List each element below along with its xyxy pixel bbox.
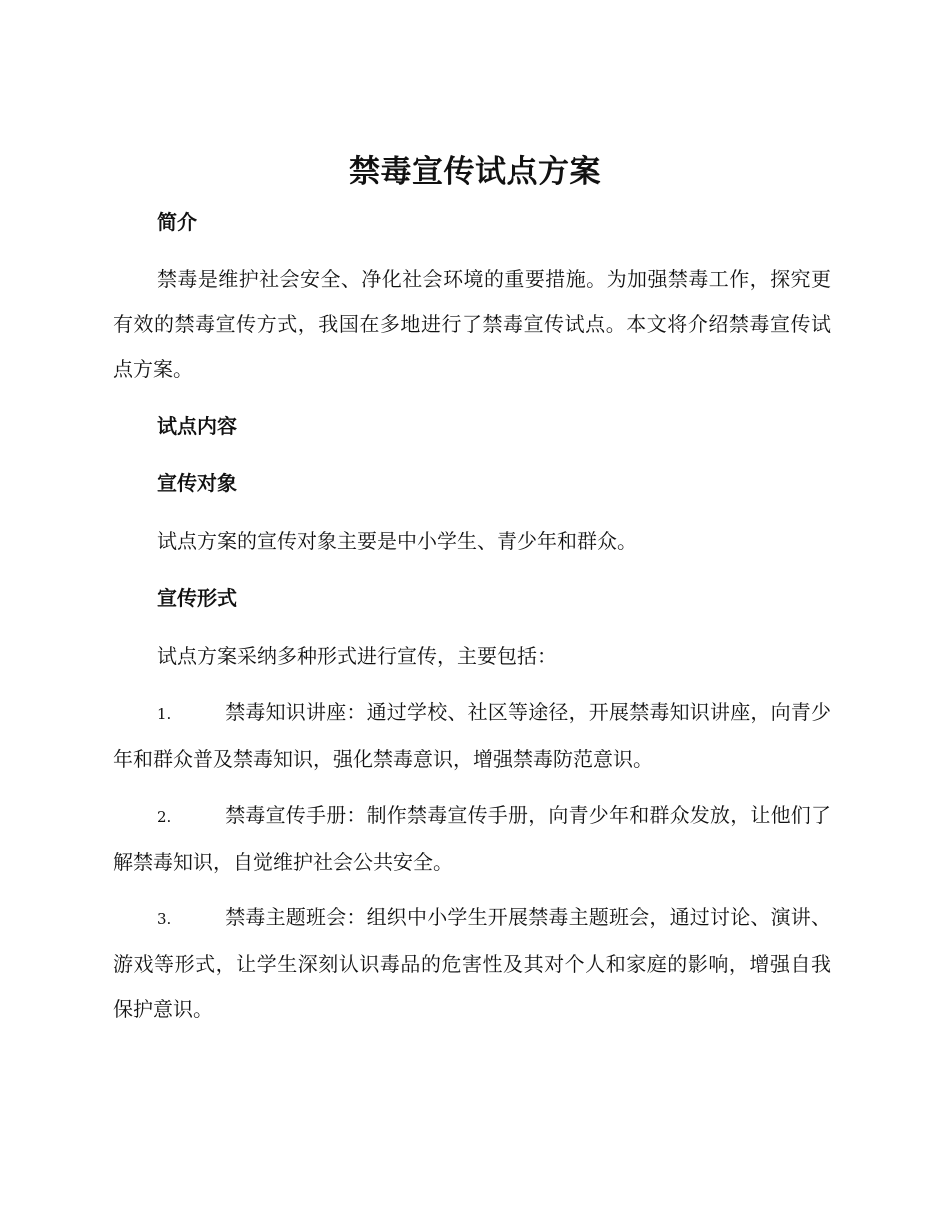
section-heading-intro: 简介 (157, 210, 197, 234)
list-item-text: 禁毒宣传手册：制作禁毒宣传手册，向青少年和群众发放，让他们了解禁毒知识，自觉维护社会公共安全。 (113, 803, 831, 874)
forms-paragraph: 试点方案采纳多种形式进行宣传，主要包括： (157, 644, 557, 668)
section-heading-audience: 宣传对象 (157, 471, 237, 495)
intro-paragraph: 禁毒是维护社会安全、净化社会环境的重要措施。为加强禁毒工作，探究更有效的禁毒宣传方式，我国在多地进行了禁毒宣传试点。本文将介绍禁毒宣传试点方案。 (113, 267, 831, 381)
list-item (113, 793, 831, 885)
section-heading-content: 试点内容 (157, 414, 237, 438)
audience-paragraph: 试点方案的宣传对象主要是中小学生、青少年和群众。 (157, 529, 637, 553)
list-item (113, 690, 831, 782)
list-number: 2. (157, 808, 172, 826)
list-item-text: 禁毒知识讲座：通过学校、社区等途径，开展禁毒知识讲座，向青少年和群众普及禁毒知识，强化禁毒意识，增强禁毒防范意识。 (113, 700, 831, 771)
list-item (113, 895, 831, 1032)
list-number: 1. (157, 705, 172, 723)
list-number: 3. (157, 910, 172, 928)
document-title: 禁毒宣传试点方案 (349, 154, 601, 190)
section-heading-forms: 宣传形式 (157, 586, 237, 610)
list-item-text: 禁毒主题班会：组织中小学生开展禁毒主题班会，通过讨论、演讲、游戏等形式，让学生深刻认识毒品的危害性及其对个人和家庭的影响，增强自我保护意识。 (113, 905, 831, 1021)
